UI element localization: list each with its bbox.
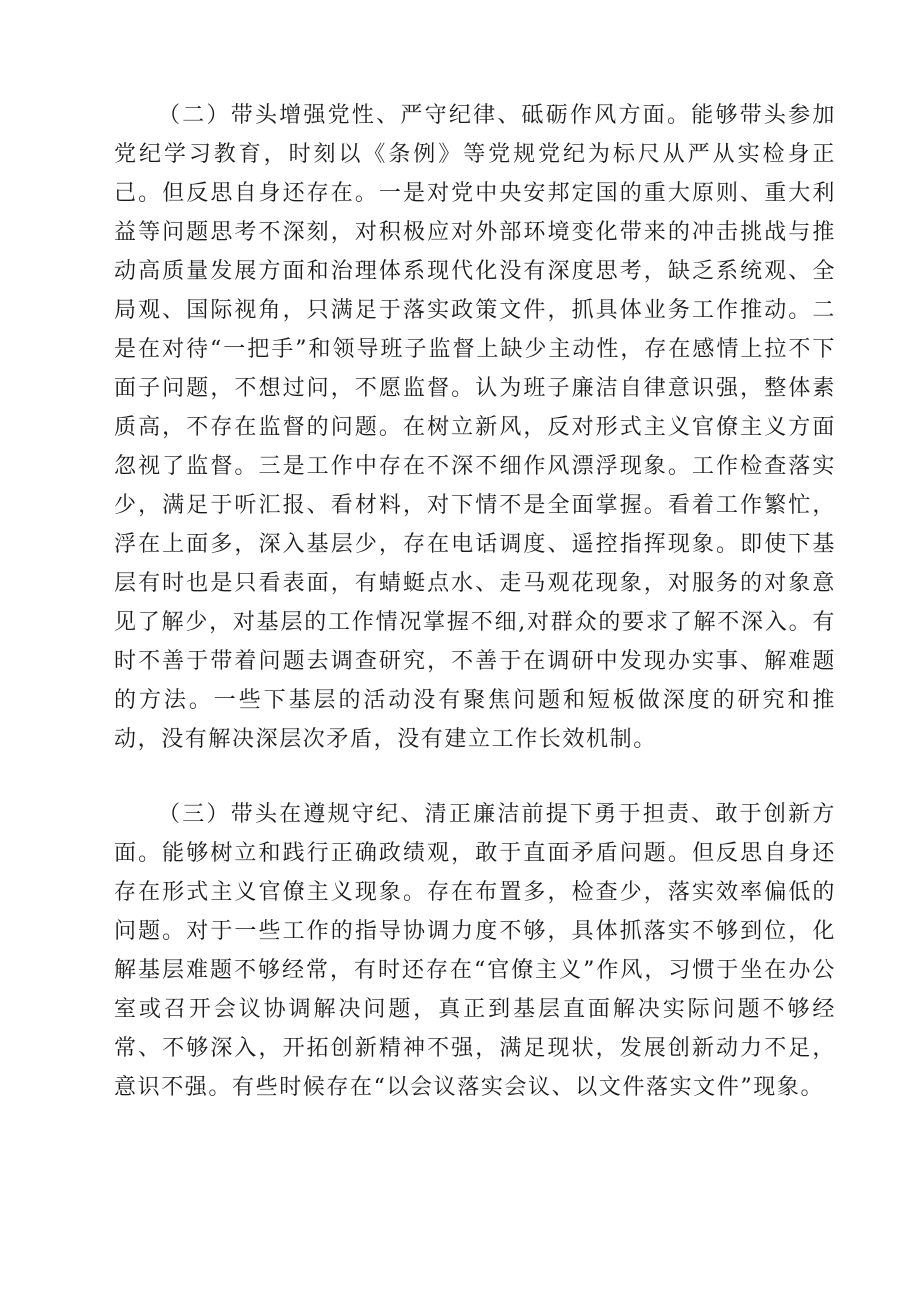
- paragraph-section-three: （三）带头在遵规守纪、清正廉洁前提下勇于担责、敢于创新方面。能够树立和践行正确政绩观，敢于直面矛盾问题。但反思自身还存在形式主义官僚主义现象。存在布置多，检查少，落实效率偏低的问题。对于一些工作的指导协调力度不够，具体抓落实不够到位，化解基层难题不够经常，有时还存在“官僚主义”作风，习惯于坐在办公室或召开会议协调解决问题，真正到基层直面解决实际问题不够经常、不够深入，开拓创新精神不强，满足现状，发展创新动力不足，意识不强。有些时候存在“以会议落实会议、以文件落实文件”现象。: [114, 802, 836, 1100]
- paragraph-section-two: （二）带头增强党性、严守纪律、砥砺作风方面。能够带头参加党纪学习教育，时刻以《条例》等党规党纪为标尺从严从实检身正己。但反思自身还存在。一是对党中央安邦定国的重大原则、重大利益等问题思考不深刻，对积极应对外部环境变化带来的冲击挑战与推动高质量发展方面和治理体系现代化没有深度思考，缺乏系统观、全局观、国际视角，只满足于落实政策文件，抓具体业务工作推动。二是在对待“一把手”和领导班子监督上缺少主动性，存在感情上拉不下面子问题，不想过问，不愿监督。认为班子廉洁自律意识强，整体素质高，不存在监督的问题。在树立新风，反对形式主义官僚主义方面忽视了监督。三是工作中存在不深不细作风漂浮现象。工作检查落实少，满足于听汇报、看材料，对下情不是全面掌握。看着工作繁忙，浮在上面多，深入基层少，存在电话调度、遥控指挥现象。即使下基层有时也是只看表面，有蜻蜓点水、走马观花现象，对服务的对象意见了解少，对基层的工作情况掌握不细,对群众的要求了解不深入。有时不善于带着问题去调查研究，不善于在调研中发现办实事、解难题的方法。一些下基层的活动没有聚焦问题和短板做深度的研究和推动，没有解决深层次矛盾，没有建立工作长效机制。: [114, 103, 836, 752]
- document-body: [114, 96, 836, 1107]
